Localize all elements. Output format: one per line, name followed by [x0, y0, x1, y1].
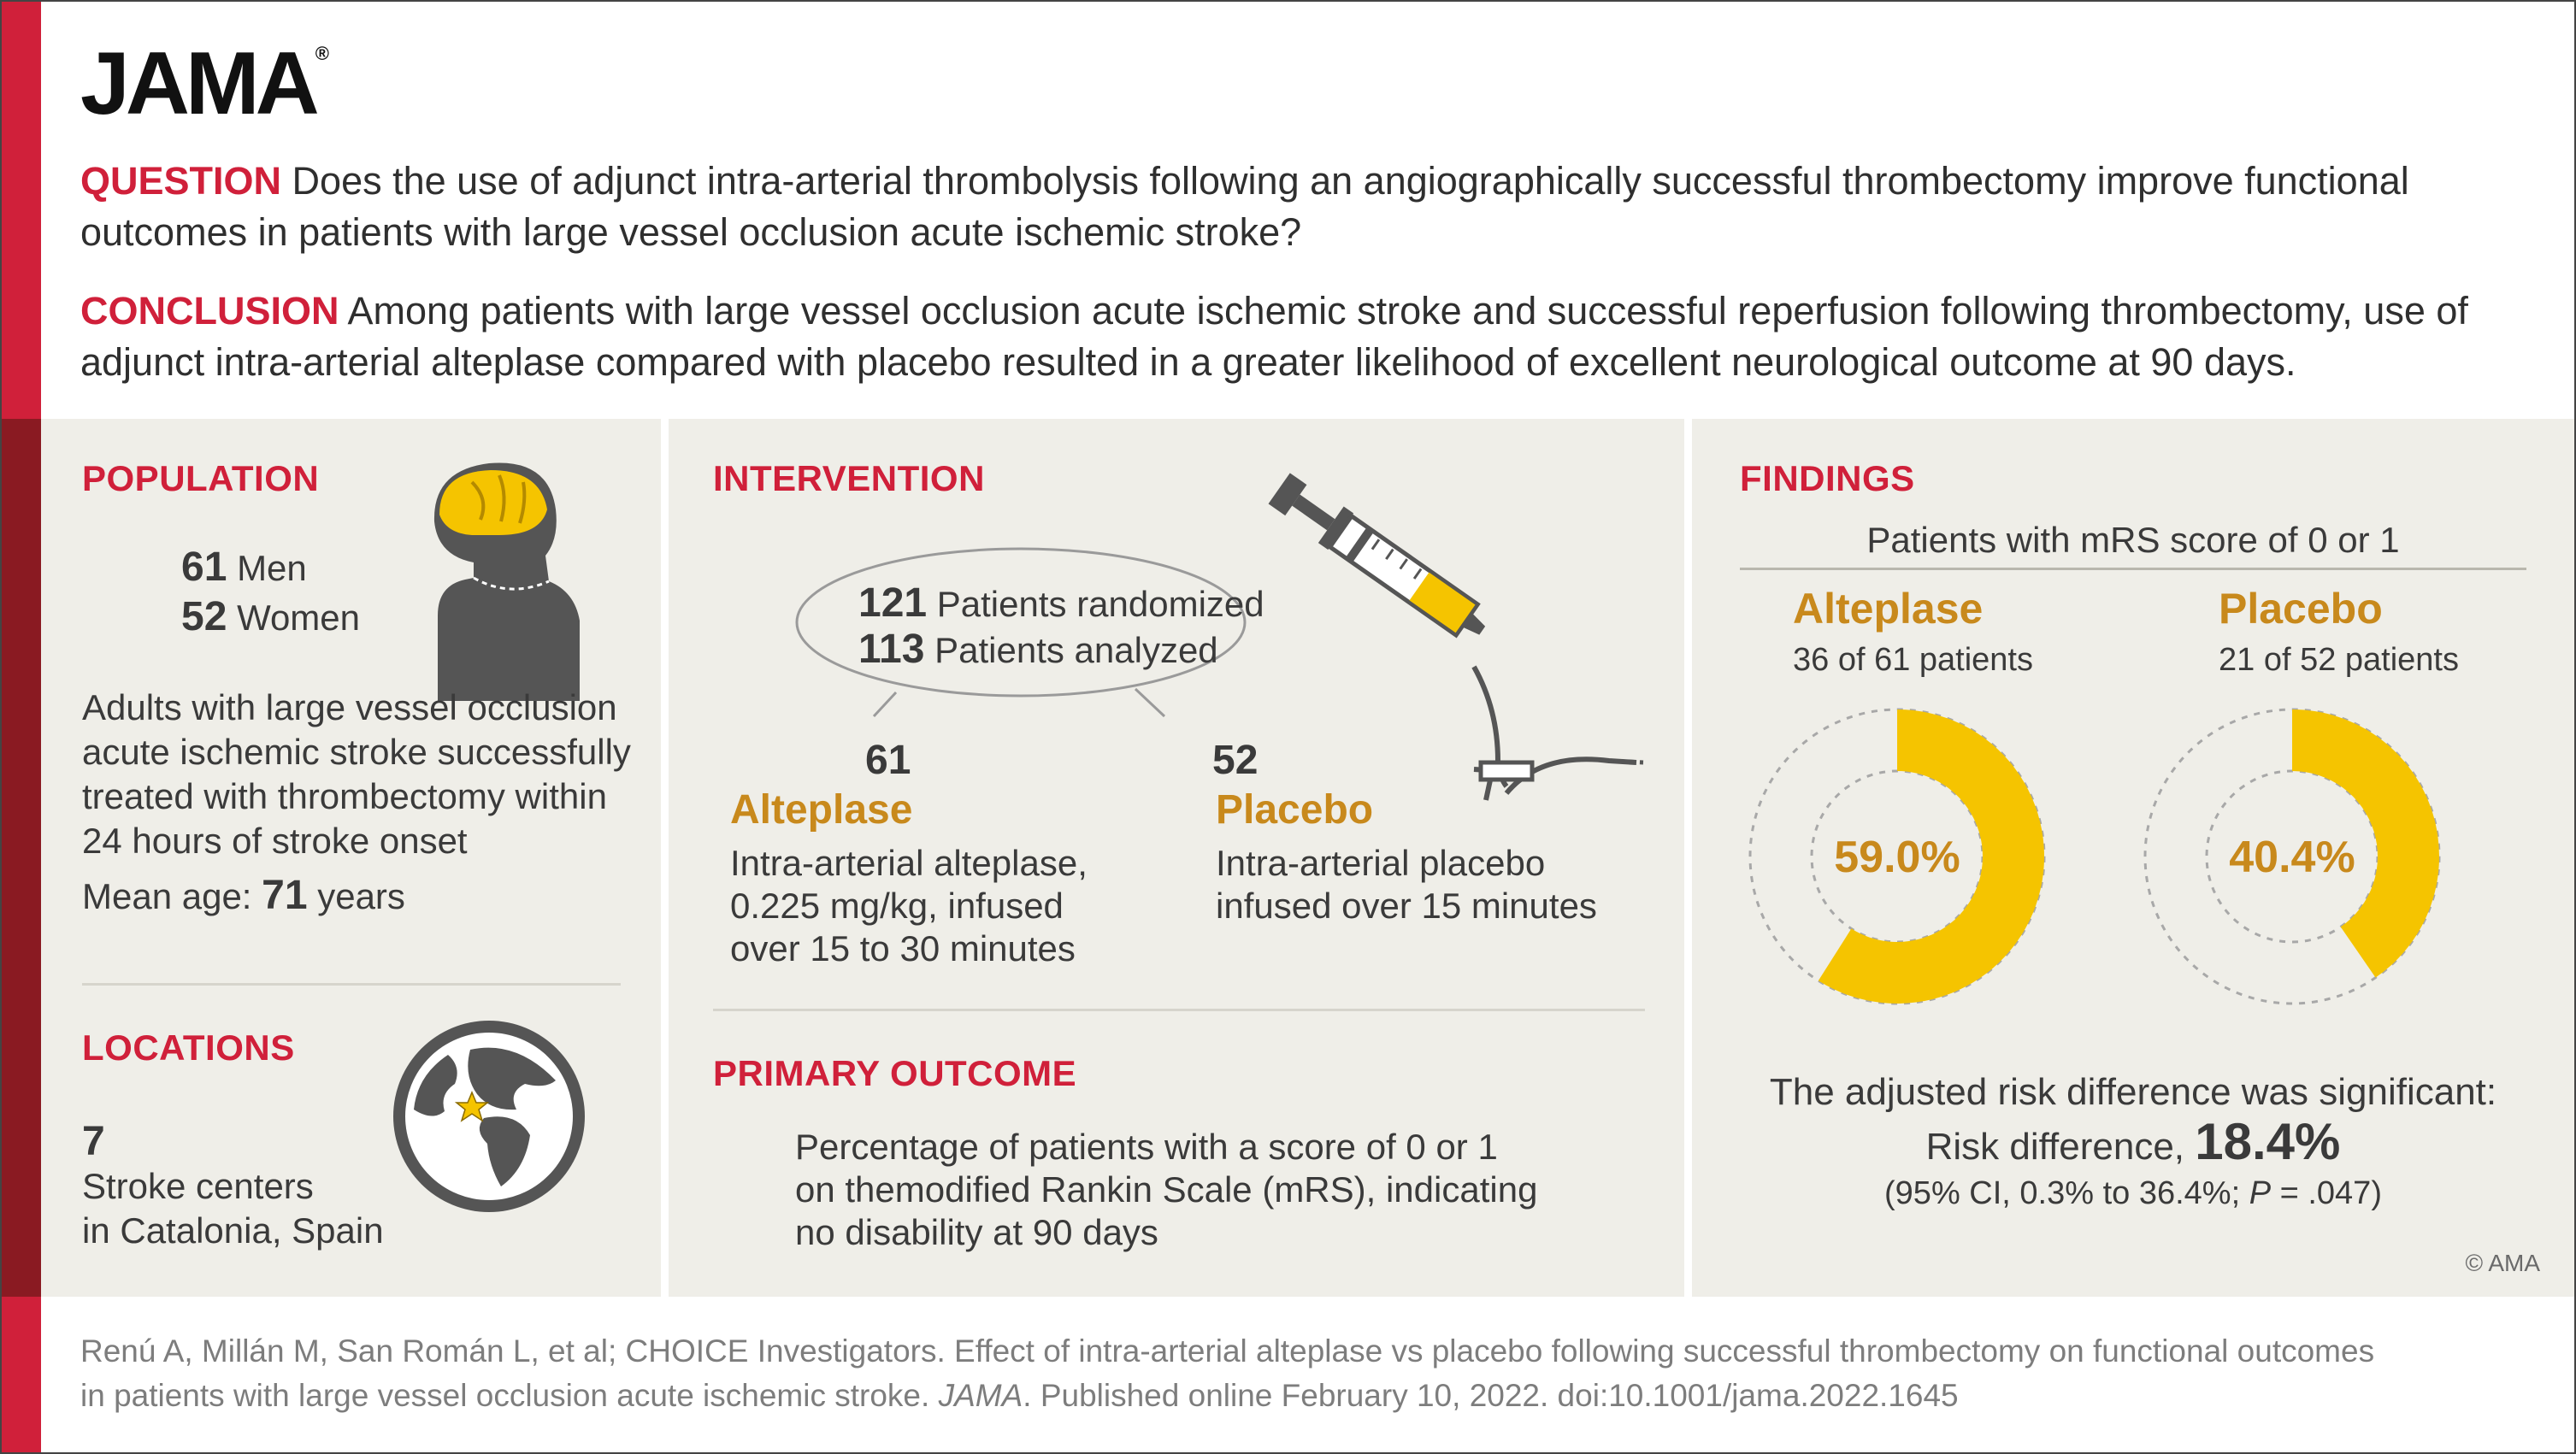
risk-value: 18.4% [2195, 1113, 2341, 1170]
placebo-count: 52 [1212, 738, 1259, 783]
men-count-row: 61 Men [181, 545, 307, 590]
accent-bar-middle [2, 419, 41, 1297]
intervention-panel [669, 419, 1684, 1297]
alteplase-label: Alteplase [1793, 585, 1984, 633]
locations-count: 7 [82, 1119, 105, 1164]
placebo-label: Placebo [2219, 585, 2383, 633]
conclusion-label: CONCLUSION [80, 289, 339, 333]
alteplase-desc-1: Intra-arterial alteplase, [730, 843, 1088, 883]
placebo-desc-1: Intra-arterial placebo [1216, 843, 1546, 883]
syringe-icon [1250, 453, 1652, 812]
alteplase-count: 61 [865, 738, 911, 783]
findings-rule [1740, 568, 2526, 570]
accent-bar-top [2, 2, 41, 419]
alteplase-desc-3: over 15 to 30 minutes [730, 928, 1076, 968]
primary-outcome-line2: on themodified Rankin Scale (mRS), indicating [795, 1169, 1538, 1210]
primary-outcome-line1: Percentage of patients with a score of 0 or 1 [795, 1127, 1498, 1167]
locations-line2: in Catalonia, Spain [82, 1210, 384, 1251]
donut-label-alteplase: 59.0% [1834, 833, 1960, 882]
alteplase-arm-name: Alteplase [730, 787, 913, 833]
question-text: Does the use of adjunct intra-arterial thrombolysis following an angiographically successful thrombectomy improve functional outcomes in patients with large vessel occlusion acute ischemic stroke? [80, 159, 2409, 254]
primary-outcome-line3: no disability at 90 days [795, 1212, 1158, 1252]
placebo-desc-2: infused over 15 minutes [1216, 886, 1597, 926]
findings-donut-chart [1692, 701, 2574, 1017]
risk-difference: Risk difference, 18.4% [1925, 1113, 2341, 1170]
population-panel [41, 419, 661, 1297]
citation [80, 1329, 2543, 1418]
alteplase-subtitle: 36 of 61 patients [1793, 642, 2033, 678]
placebo-arm-name: Placebo [1216, 787, 1374, 833]
question-label: QUESTION [80, 159, 282, 203]
confidence-interval: (95% CI, 0.3% to 36.4%; P = .047) [1884, 1175, 2382, 1211]
alteplase-desc-2: 0.225 mg/kg, infused [730, 886, 1064, 926]
mean-age: Mean age: 71 years [82, 873, 405, 918]
donut-label-placebo: 40.4% [2229, 833, 2355, 882]
person-head-brain-icon [421, 453, 609, 701]
findings-subtitle: Patients with mRS score of 0 or 1 [1866, 520, 2400, 560]
jama-logo: JAMA® [80, 34, 329, 133]
copyright: © AMA [2465, 1250, 2540, 1276]
section-divider [82, 983, 621, 986]
intervention-heading: INTERVENTION [713, 458, 985, 498]
conclusion-text: Among patients with large vessel occlusion acute ischemic stroke and successful reperfusion following thrombectomy, use of adjunct intra-arterial alteplase compared with placebo resulted in a greater likelihood of excellent neurological outcome at 90 days. [80, 289, 2468, 384]
population-description: Adults with large vessel occlusion acute ischemic stroke successfully treated with thrombectomy within 24 hours of stroke onset [82, 687, 631, 861]
risk-intro: The adjusted risk difference was significant: [1769, 1071, 2497, 1113]
question-block [80, 156, 2543, 258]
journal-name: JAMA [938, 1378, 1023, 1413]
randomized-row: 121 Patients randomized [858, 580, 1264, 626]
locations-line1: Stroke centers [82, 1166, 314, 1206]
population-heading: POPULATION [82, 458, 320, 498]
accent-bar-bottom [2, 1297, 41, 1452]
conclusion-block [80, 286, 2543, 388]
analyzed-row: 113 Patients analyzed [858, 627, 1218, 672]
citation-line1: Renú A, Millán M, San Román L, et al; CHOICE Investigators. Effect of intra-arterial alteplase vs placebo following successful thrombectomy on functional outcomes [80, 1333, 2375, 1369]
placebo-subtitle: 21 of 52 patients [2219, 642, 2459, 678]
section-divider-2 [713, 1009, 1645, 1011]
primary-outcome-heading: PRIMARY OUTCOME [713, 1053, 1077, 1093]
findings-panel [1692, 419, 2574, 1297]
findings-heading: FINDINGS [1740, 458, 1915, 498]
globe-star-icon [388, 1015, 590, 1217]
citation-line2: in patients with large vessel occlusion acute ischemic stroke. JAMA. Published online February 10, 2022. doi:10.1001/jama.2022.1645 [80, 1378, 1959, 1413]
locations-heading: LOCATIONS [82, 1027, 295, 1068]
women-count-row: 52 Women [181, 594, 361, 639]
